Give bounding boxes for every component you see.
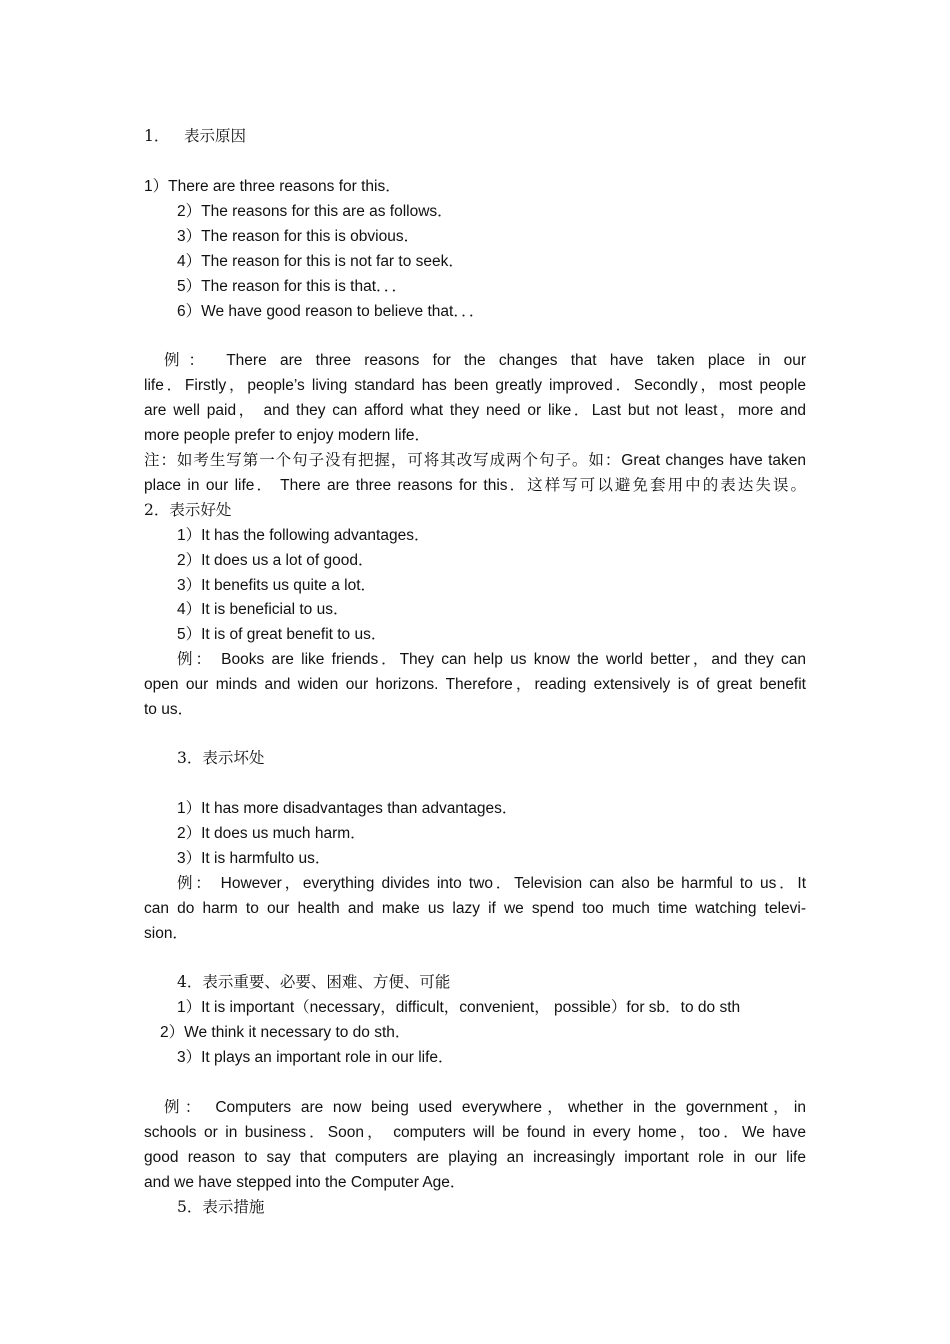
list-item: 3）It benefits us quite a lot． [177, 577, 377, 594]
list-item: 1）There are three reasons for this． [144, 178, 401, 195]
list-item: 2）It does us a lot of good． [177, 552, 374, 569]
list-item: 5）It is of great benefit to us． [177, 626, 387, 643]
example-line: 例： Computers are now being used everywhere，whether in the government，in [164, 1099, 806, 1116]
section-heading-measures: 5．表示措施 [177, 1198, 265, 1216]
section-heading-advantages: 2．表示好处 [144, 501, 232, 519]
list-item: 5）The reason for this is that．．． [177, 278, 408, 295]
note-line: place in our life． There are three reasons for this．这样写可以避免套用中的表达失误。 [144, 477, 806, 494]
list-item: 3）It plays an important role in our life． [177, 1049, 454, 1066]
list-item: 1）It has more disadvantages than advantages． [177, 800, 518, 817]
list-item: 4）The reason for this is not far to seek． [177, 253, 464, 270]
list-item: 1）It is important（necessary，difficult，convenient， possible）for sb．to do sth [177, 999, 741, 1016]
list-item: 2）It does us much harm． [177, 825, 366, 842]
list-item: 3）The reason for this is obvious． [177, 228, 420, 245]
section-heading-importance: 4．表示重要、必要、困难、方便、可能 [177, 973, 451, 991]
section-number: 1． [144, 127, 170, 145]
list-item: 4）It is beneficial to us． [177, 601, 349, 618]
example-line: are well paid， and they can afford what they need or like．Last but not least，more and [144, 402, 806, 419]
example-line: life．Firstly，people’s living standard has been greatly improved．Secondly，most people [144, 377, 806, 394]
example-line: 例： However，everything divides into two．Television can also be harmful to us．It [177, 875, 806, 892]
example-line: 例： Books are like friends．They can help us know the world better，and they can [177, 651, 806, 668]
example-line: more people prefer to enjoy modern life． [144, 427, 431, 444]
example-line: sion． [144, 925, 188, 942]
example-line: to us． [144, 701, 194, 718]
example-line: can do harm to our health and make us lazy if we spend too much time watching televi- [144, 900, 806, 917]
section-heading-reasons [144, 124, 806, 149]
section-title: 表示原因 [184, 127, 247, 145]
note-line: 注：如考生写第一个句子没有把握，可将其改写成两个句子。如：Great changes have taken [144, 452, 806, 469]
list-item: 2）The reasons for this are as follows． [177, 203, 453, 220]
example-line: and we have stepped into the Computer Age． [144, 1174, 466, 1191]
example-line: 例： There are three reasons for the changes that have taken place in our [164, 352, 806, 369]
list-item: 2）We think it necessary to do sth． [160, 1024, 411, 1041]
list-item: 1）It has the following advantages． [177, 527, 430, 544]
list-item: 6）We have good reason to believe that．．． [177, 303, 485, 320]
example-line: schools or in business．Soon， computers will be found in every home，too．We have [144, 1124, 806, 1141]
list-item: 3）It is harmfulto us． [177, 850, 331, 867]
example-line: good reason to say that computers are playing an increasingly important role in our life [144, 1149, 806, 1166]
section-heading-disadvantages: 3．表示坏处 [177, 749, 265, 767]
example-line: open our minds and widen our horizons. Therefore，reading extensively is of great benefit [144, 676, 806, 693]
